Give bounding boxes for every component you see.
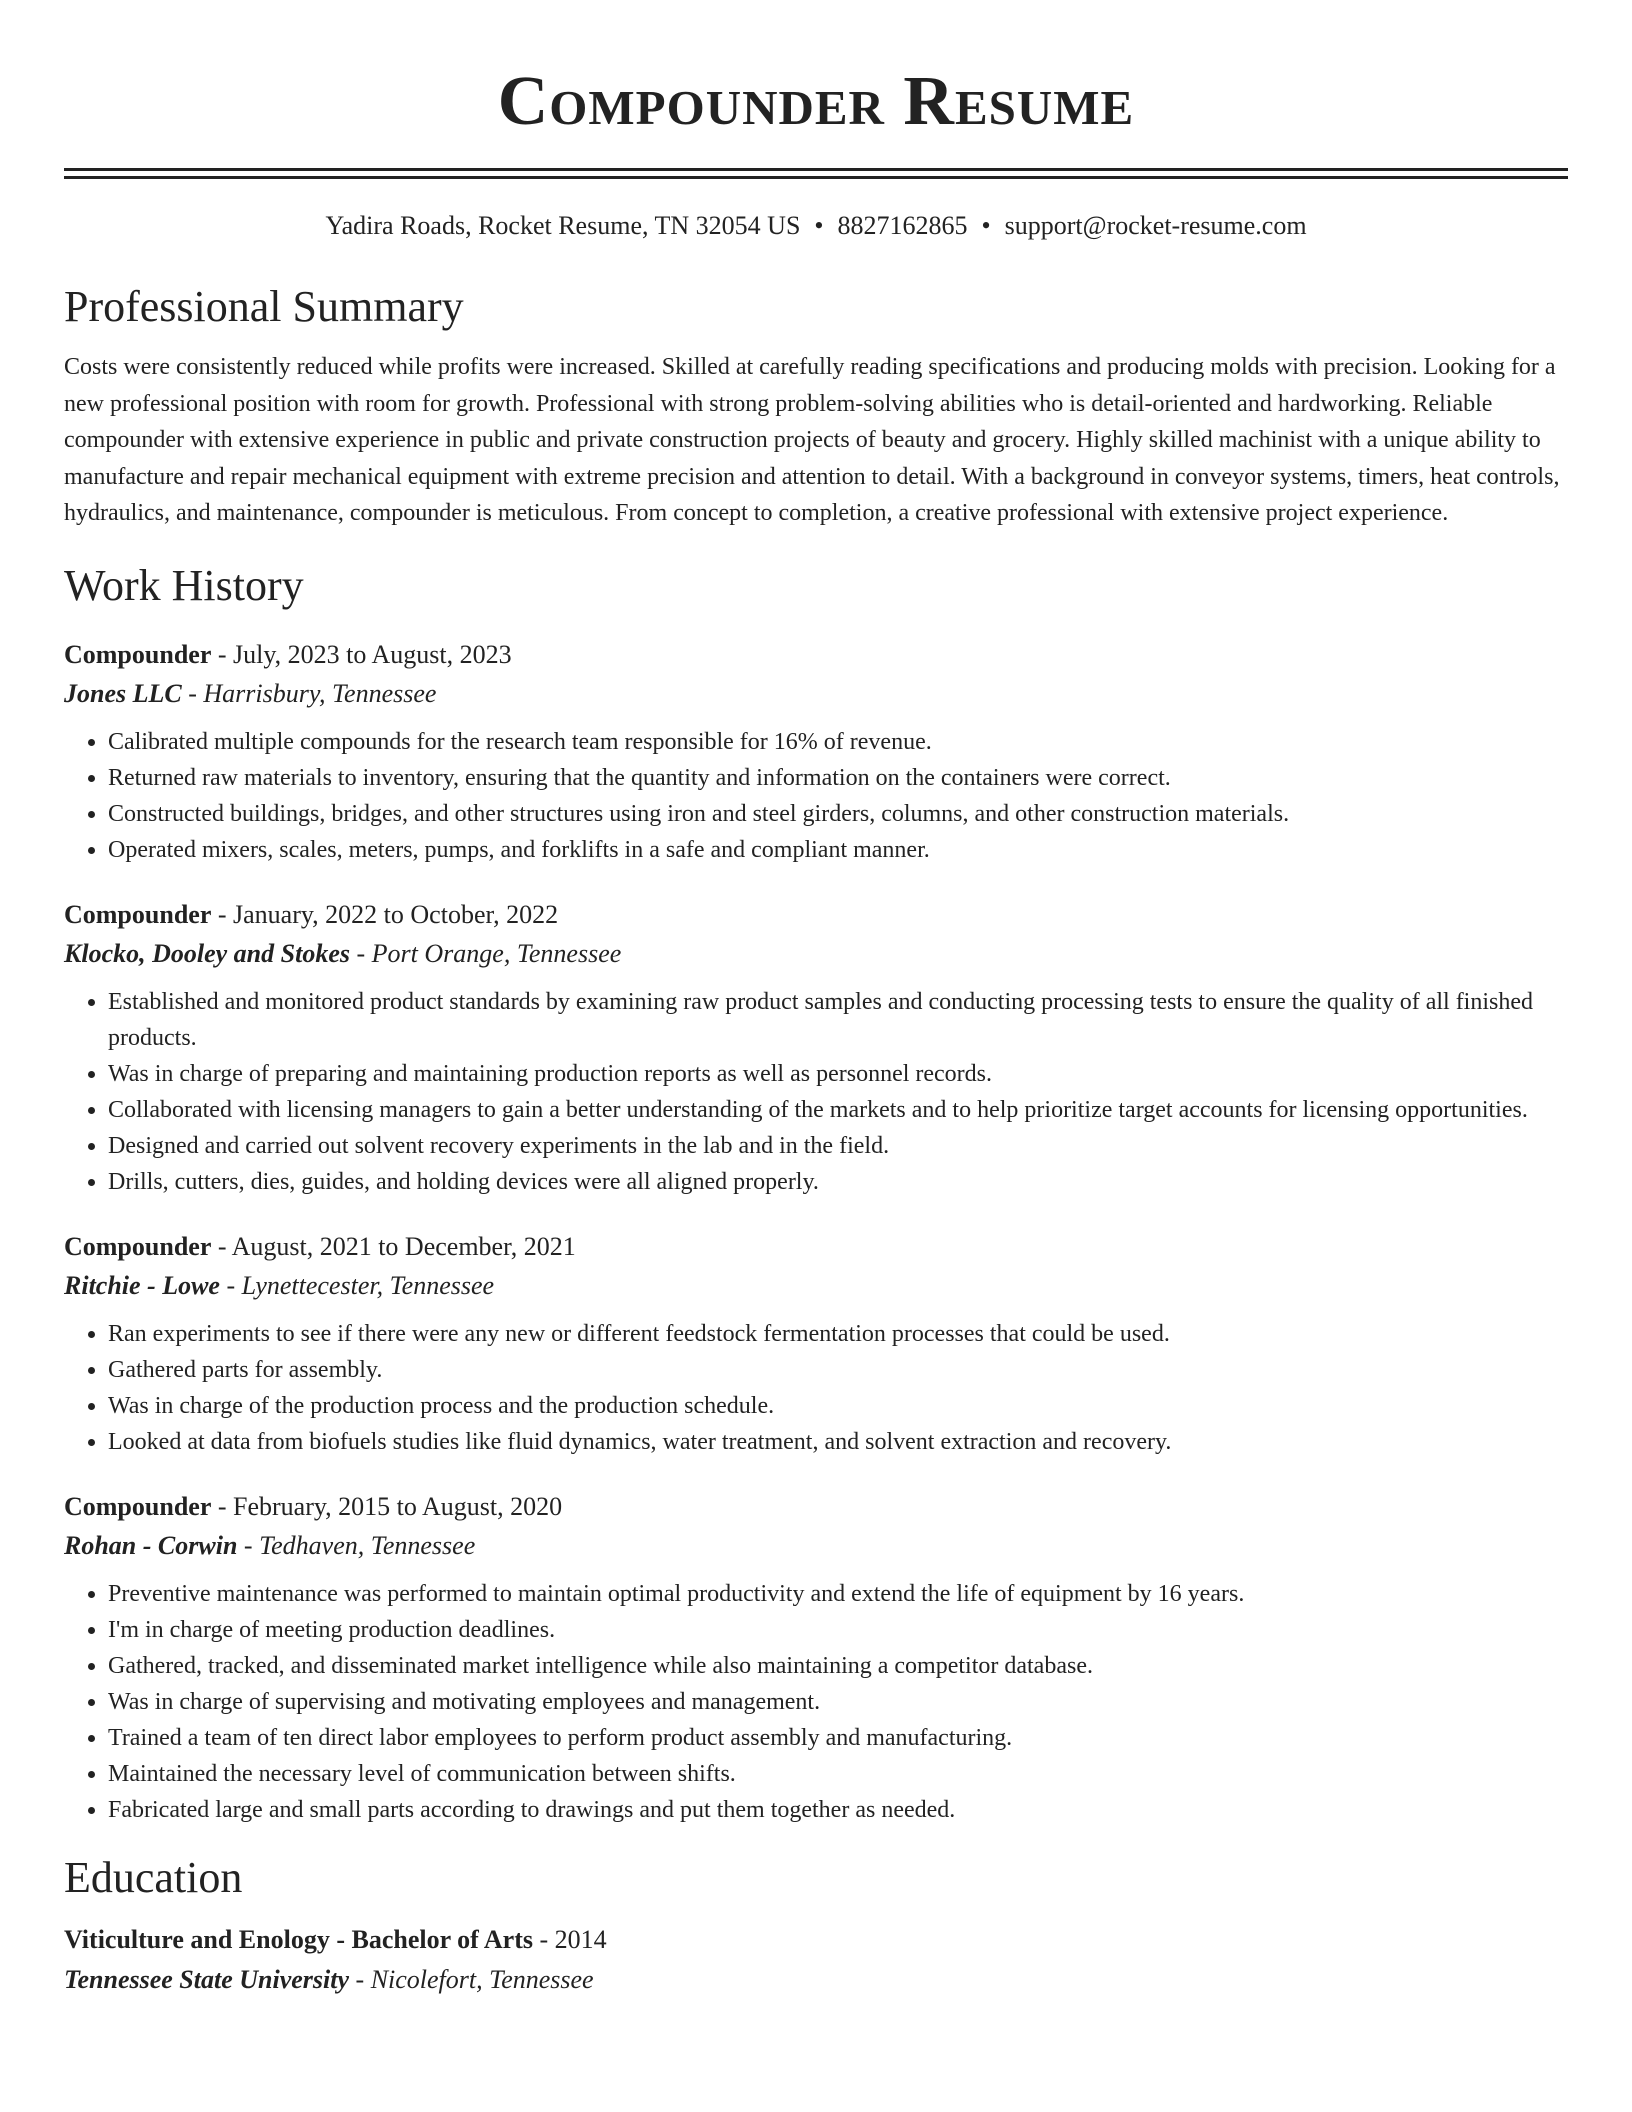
job-bullet: • Gathered, tracked, and disseminated market intelligence while also maintaining a competitor database. [108,1648,1568,1684]
title-double-rule [64,168,1568,179]
job-bullet: • Drills, cutters, dies, guides, and holding devices were all aligned properly. [108,1164,1568,1200]
job-bullet: • Gathered parts for assembly. [108,1352,1568,1388]
education-entry [64,1920,1568,2000]
job-title-line [64,1488,1568,1526]
job-entry [64,636,1568,868]
job-bullets [64,1316,1568,1460]
job-location: - Port Orange, Tennessee [350,938,622,968]
resume-page [64,0,1568,2000]
contact-separator: • [814,211,824,240]
job-bullet: • Constructed buildings, bridges, and other structures using iron and steel girders, columns, and other construction materials. [108,796,1568,832]
job-dates: - August, 2021 to December, 2021 [211,1231,576,1261]
job-company-line [64,1526,1568,1566]
education-school-line [64,1960,1568,2000]
work-history-heading: Work History [64,560,304,610]
job-bullets [64,1576,1568,1828]
job-bullet: • Looked at data from biofuels studies like fluid dynamics, water treatment, and solvent extraction and recovery. [108,1424,1568,1460]
job-bullet: • Was in charge of the production process and the production schedule. [108,1388,1568,1424]
summary-text: Costs were consistently reduced while profits were increased. Skilled at carefully reading specifications and producing molds with precision. Looking for a new professional position with room for growth. Professional with strong problem-solving abilities who is detail-oriented and hardworking. Reliable compounder with extensive experience in public and private construction projects of beauty and grocery. Highly skilled machinist with a unique ability to manufacture and repair mechanical equipment with extreme precision and attention to detail. With a background in conveyor systems, timers, heat controls, hydraulics, and maintenance, compounder is meticulous. From concept to completion, a creative professional with extensive project experience. [64,354,1560,527]
job-entry [64,1488,1568,1828]
contact-phone: 8827162865 [837,211,968,240]
job-company-line [64,1266,1568,1306]
education-school: Tennessee State University [64,1964,350,1994]
resume-title: Compounder Resume [497,63,1135,140]
job-company: Klocko, Dooley and Stokes [64,938,350,968]
job-entry [64,1228,1568,1460]
job-dates: - January, 2022 to October, 2022 [211,899,559,929]
job-bullet: • Designed and carried out solvent recovery experiments in the lab and in the field. [108,1128,1568,1164]
job-location: - Lynettecester, Tennessee [219,1270,495,1300]
job-title: Compounder [64,1491,212,1521]
job-title: Compounder [64,899,212,929]
job-company-line [64,674,1568,714]
summary-heading: Professional Summary [64,282,464,331]
job-bullet: • Preventive maintenance was performed to maintain optimal productivity and extend the life of equipment by 16 years. [108,1576,1568,1612]
contact-email: support@rocket-resume.com [1004,211,1307,240]
job-bullets [64,984,1568,1200]
job-title: Compounder [64,639,212,669]
job-dates: - February, 2015 to August, 2020 [211,1491,563,1521]
job-bullet: • Was in charge of supervising and motivating employees and management. [108,1684,1568,1720]
job-bullet: • Ran experiments to see if there were any new or different feedstock fermentation processes that could be used. [108,1316,1568,1352]
job-bullet: • Fabricated large and small parts according to drawings and put them together as needed. [108,1792,1568,1828]
job-company: Rohan - Corwin [64,1530,238,1560]
job-bullets [64,724,1568,868]
job-dates: - July, 2023 to August, 2023 [211,639,512,669]
education-degree: Viticulture and Enology - Bachelor of Arts [64,1924,533,1954]
contact-separator: • [981,211,991,240]
education-degree-line [64,1920,1568,1960]
job-title-line [64,636,1568,674]
job-bullet: • Trained a team of ten direct labor employees to perform product assembly and manufacturing. [108,1720,1568,1756]
job-bullet: • Collaborated with licensing managers to gain a better understanding of the markets and to help prioritize target accounts for licensing opportunities. [108,1092,1568,1128]
education-heading: Education [64,1852,243,1902]
job-location: - Tedhaven, Tennessee [237,1530,476,1560]
job-location: - Harrisbury, Tennessee [181,678,437,708]
job-bullet: • Established and monitored product standards by examining raw product samples and conducting processing tests to ensure the quality of all finished products. [108,984,1568,1056]
job-bullet: • Calibrated multiple compounds for the research team responsible for 16% of revenue. [108,724,1568,760]
job-bullet: • Was in charge of preparing and maintaining production reports as well as personnel records. [108,1056,1568,1092]
job-entry [64,896,1568,1200]
job-company: Ritchie - Lowe [64,1270,220,1300]
job-title-line [64,1228,1568,1266]
job-title: Compounder [64,1231,212,1261]
job-bullet: • Maintained the necessary level of communication between shifts. [108,1756,1568,1792]
job-bullet: • Returned raw materials to inventory, ensuring that the quantity and information on the containers were correct. [108,760,1568,796]
job-company: Jones LLC [64,678,182,708]
job-bullet: • Operated mixers, scales, meters, pumps, and forklifts in a safe and compliant manner. [108,832,1568,868]
job-company-line [64,934,1568,974]
education-location: - Nicolefort, Tennessee [349,1964,594,1994]
education-year: - 2014 [532,1924,607,1954]
contact-line [64,209,1568,243]
job-title-line [64,896,1568,934]
contact-address: Yadira Roads, Rocket Resume, TN 32054 US [325,211,801,240]
job-bullet: • I'm in charge of meeting production deadlines. [108,1612,1568,1648]
